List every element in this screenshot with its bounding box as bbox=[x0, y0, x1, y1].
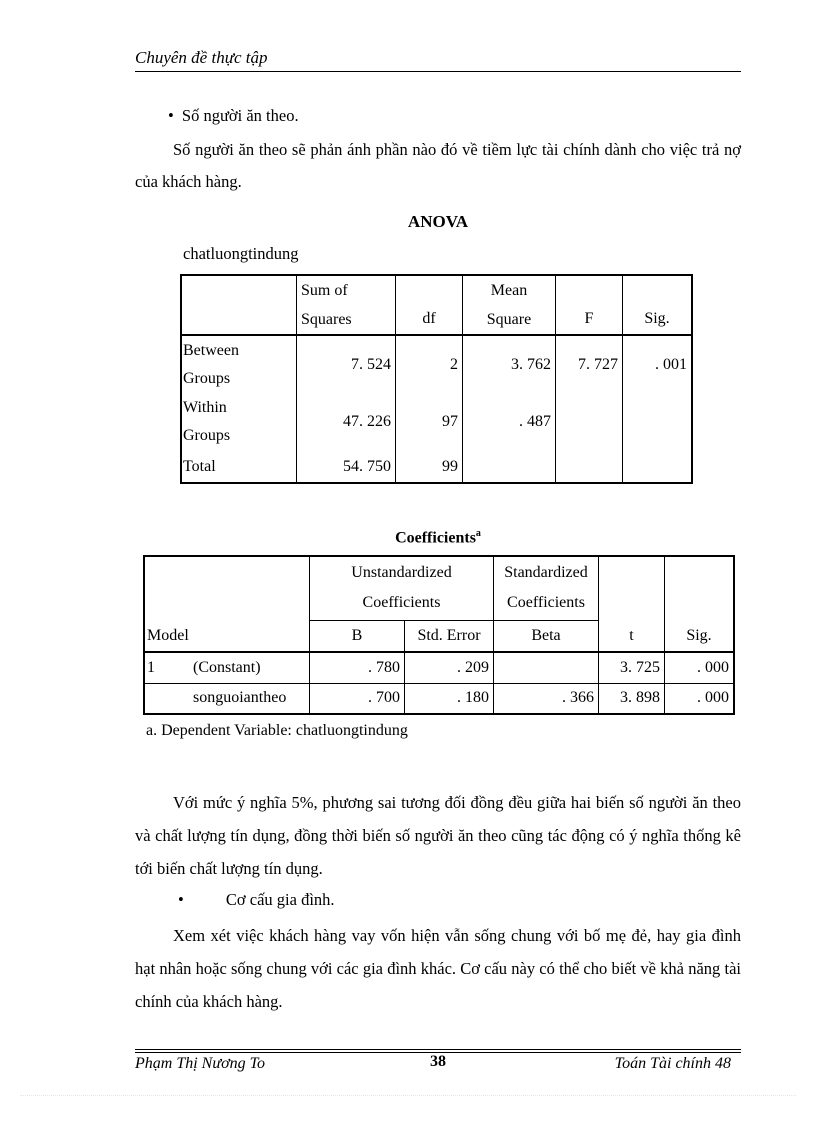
coefficients-title-text: Coefficients bbox=[395, 529, 476, 547]
coefficients-table bbox=[143, 555, 735, 715]
coef-header-beta: Beta bbox=[494, 620, 599, 652]
coef-cell-beta bbox=[494, 652, 599, 683]
anova-variable: chatluongtindung bbox=[183, 244, 299, 263]
anova-cell-f bbox=[556, 451, 623, 483]
coef-model-number: 1 bbox=[147, 658, 155, 676]
coef-header-t: t bbox=[599, 620, 665, 652]
anova-header-sum-line2: Squares bbox=[301, 311, 352, 328]
page-edge-dotted-line bbox=[20, 1095, 796, 1096]
bullet-2 bbox=[178, 890, 335, 910]
bullet-1 bbox=[168, 106, 299, 126]
anova-row-label bbox=[181, 335, 297, 393]
coef-row bbox=[144, 683, 734, 714]
anova-header-sum-line1: Sum of bbox=[301, 282, 348, 299]
coef-header-std bbox=[494, 556, 599, 620]
header-divider bbox=[135, 71, 741, 72]
coef-cell-beta: . 366 bbox=[494, 683, 599, 714]
coef-cell-sig: . 000 bbox=[665, 652, 735, 683]
anova-row bbox=[181, 335, 692, 393]
anova-header-row bbox=[181, 275, 692, 335]
footer-divider-top bbox=[135, 1049, 741, 1050]
coef-cell-stderr: . 180 bbox=[405, 683, 494, 714]
paragraph-2: Với mức ý nghĩa 5%, phương sai tương đối đồng đều giữa hai biến số người ăn theo và chất lượng tín dụng, đồng thời biến số người ăn theo cũng tác động có ý nghĩa thống kê tới biến chất lượng tín dụng. bbox=[135, 793, 741, 878]
anova-row-label-line1: Within bbox=[183, 399, 227, 416]
bullet-2-text: Cơ cấu gia đình. bbox=[225, 890, 335, 909]
coefficients-title-sup: a bbox=[475, 528, 481, 539]
coef-header-b: B bbox=[310, 620, 405, 652]
anova-row bbox=[181, 451, 692, 483]
anova-header-df: df bbox=[396, 275, 463, 335]
coef-cell-b: . 780 bbox=[310, 652, 405, 683]
anova-cell-sum: 54. 750 bbox=[297, 451, 396, 483]
coef-header-std-line1: Standardized bbox=[504, 564, 588, 582]
anova-row bbox=[181, 393, 692, 451]
anova-cell-df: 99 bbox=[396, 451, 463, 483]
coef-model-term: (Constant) bbox=[193, 658, 261, 676]
anova-row-label-line2: Groups bbox=[183, 427, 231, 444]
coef-header-blank-sig bbox=[665, 556, 735, 620]
anova-title: ANOVA bbox=[407, 212, 469, 231]
coef-cell-t: 3. 725 bbox=[599, 652, 665, 683]
page-number: 38 bbox=[430, 1053, 446, 1070]
anova-table bbox=[180, 274, 693, 484]
anova-row-label: Total bbox=[181, 451, 297, 483]
bullet-symbol: • bbox=[178, 890, 184, 909]
coef-header-blank-t bbox=[599, 556, 665, 620]
anova-row-label bbox=[181, 393, 297, 451]
anova-cell-mean: 3. 762 bbox=[463, 335, 556, 393]
anova-row-label-line1: Between bbox=[183, 341, 239, 359]
anova-cell-sig: . 001 bbox=[623, 335, 693, 393]
anova-cell-sum: 7. 524 bbox=[297, 335, 396, 393]
page-header-title: Chuyên đề thực tập bbox=[135, 48, 268, 67]
anova-cell-df: 2 bbox=[396, 335, 463, 393]
coef-header-std-line2: Coefficients bbox=[507, 594, 585, 612]
paragraph-1: Số người ăn theo sẽ phản ánh phần nào đó về tiềm lực tài chính dành cho việc trả nợ của khách hàng. bbox=[135, 140, 741, 191]
coef-header-model: Model bbox=[144, 556, 310, 652]
anova-header-sig: Sig. bbox=[623, 275, 693, 335]
anova-cell-df: 97 bbox=[396, 393, 463, 451]
anova-cell-mean: . 487 bbox=[463, 393, 556, 451]
footer-class: Toán Tài chính 48 bbox=[614, 1055, 731, 1072]
coef-cell-stderr: . 209 bbox=[405, 652, 494, 683]
anova-header-sum bbox=[297, 275, 396, 335]
coef-cell-model bbox=[144, 683, 310, 714]
anova-cell-sig bbox=[623, 451, 693, 483]
coef-cell-b: . 700 bbox=[310, 683, 405, 714]
anova-cell-mean bbox=[463, 451, 556, 483]
coef-model-term: songuoiantheo bbox=[193, 689, 287, 707]
coef-header-row-1 bbox=[144, 556, 734, 620]
bullet-1-text: Số người ăn theo. bbox=[181, 106, 299, 125]
anova-header-f: F bbox=[556, 275, 623, 335]
coefficients-title bbox=[135, 528, 741, 547]
coef-row bbox=[144, 652, 734, 683]
anova-row-label-line2: Groups bbox=[183, 369, 231, 387]
anova-corner-cell bbox=[181, 275, 297, 335]
coef-header-unstd bbox=[310, 556, 494, 620]
coef-cell-model bbox=[144, 652, 310, 683]
footer-author: Phạm Thị Nương To bbox=[135, 1055, 266, 1072]
anova-cell-sig bbox=[623, 393, 693, 451]
coef-cell-t: 3. 898 bbox=[599, 683, 665, 714]
coef-header-stderr: Std. Error bbox=[405, 620, 494, 652]
anova-cell-sum: 47. 226 bbox=[297, 393, 396, 451]
anova-cell-f: 7. 727 bbox=[556, 335, 623, 393]
coef-header-unstd-line2: Coefficients bbox=[362, 594, 441, 612]
paragraph-3: Xem xét việc khách hàng vay vốn hiện vẫn sống chung với bố mẹ đẻ, hay gia đình hạt nhân hoặc sống chung với các gia đình khác. Cơ cấu này có thể cho biết về khả năng tài chính của khách hàng. bbox=[135, 926, 741, 1011]
anova-header-mean bbox=[463, 275, 556, 335]
coef-cell-sig: . 000 bbox=[665, 683, 735, 714]
coefficients-footnote: a. Dependent Variable: chatluongtindung bbox=[146, 722, 408, 739]
coef-header-sig: Sig. bbox=[665, 620, 735, 652]
anova-cell-f bbox=[556, 393, 623, 451]
bullet-symbol: • bbox=[168, 106, 174, 125]
anova-header-mean-line1: Mean bbox=[490, 282, 528, 299]
anova-header-mean-line2: Square bbox=[486, 311, 532, 328]
coef-header-unstd-line1: Unstandardized bbox=[351, 564, 452, 582]
